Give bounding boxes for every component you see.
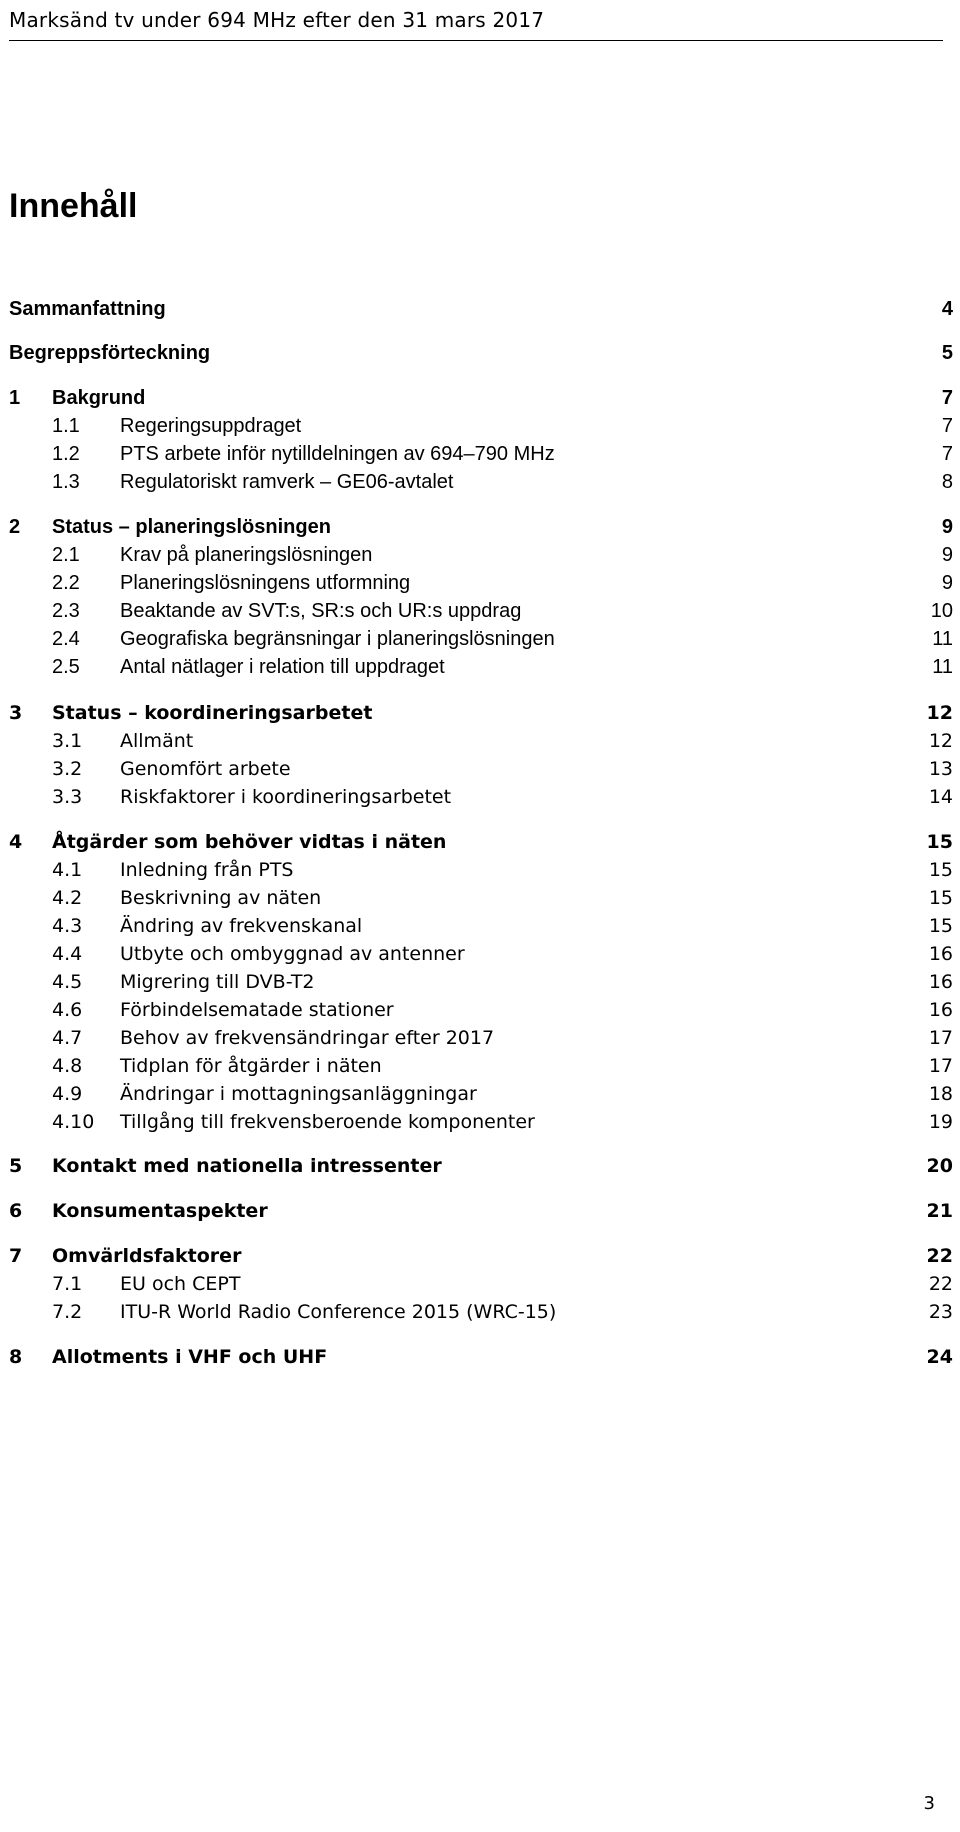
toc-entry-label: Status – koordineringsarbetet [52,702,373,724]
toc-chapter-5[interactable] [0,1153,960,1180]
toc-entry-page: 15 [926,831,953,853]
toc-section-4-6[interactable] [0,997,960,1024]
toc-section-4-7[interactable] [0,1025,960,1052]
toc-entry-label: Allmänt [120,730,194,752]
toc-entry-label: Omvärldsfaktorer [52,1245,242,1267]
toc-entry-label: Regeringsuppdraget [120,415,302,437]
toc-section-4-1[interactable] [0,857,960,884]
toc-entry-number: 4.5 [52,971,83,993]
toc-entry-page: 9 [941,516,953,538]
toc-section-4-3[interactable] [0,913,960,940]
toc-entry-label: Inledning från PTS [120,859,294,881]
toc-entry-number: 8 [9,1346,23,1368]
toc-section-1-1[interactable] [0,413,960,440]
toc-section-3-3[interactable] [0,784,960,811]
toc-entry-page: 11 [932,628,953,650]
toc-entry-label: Sammanfattning [9,298,166,320]
toc-entry-page: 7 [941,415,953,437]
toc-entry-number: 7 [9,1245,23,1267]
toc-section-2-2[interactable] [0,570,960,597]
toc-chapter-7[interactable] [0,1243,960,1270]
toc-entry-label: Utbyte och ombyggnad av antenner [120,943,465,965]
toc-entry-page: 17 [928,1055,953,1077]
toc-section-4-10[interactable] [0,1109,960,1136]
toc-section-1-2[interactable] [0,441,960,468]
toc-section-2-5[interactable] [0,654,960,681]
toc-entry-page: 20 [926,1155,953,1177]
toc-entry-number: 2.4 [52,628,80,650]
toc-entry-label: Tidplan för åtgärder i näten [120,1055,382,1077]
toc-entry-number: 1.2 [52,443,80,465]
toc-entry-label: Antal nätlager i relation till uppdraget [120,656,445,678]
toc-chapter-8[interactable] [0,1344,960,1371]
toc-entry-page: 16 [928,999,953,1021]
toc-section-3-2[interactable] [0,756,960,783]
toc-entry-label: Allotments i VHF och UHF [52,1346,328,1368]
toc-entry-number: 1.1 [52,415,80,437]
toc-entry-label: Status – planeringslösningen [52,516,331,538]
toc-chapter-4[interactable] [0,829,960,856]
toc-entry-number: 3.3 [52,786,83,808]
toc-entry-page: 12 [928,730,953,752]
toc-entry-number: 2.5 [52,656,80,678]
toc-entry-page: 4 [941,298,953,320]
toc-entry-label: Planeringslösningens utformning [120,572,411,594]
toc-entry-page: 9 [941,572,953,594]
toc-entry-label: Geografiska begränsningar i planeringslösningen [120,628,555,650]
toc-entry-page: 7 [941,387,953,409]
toc-entry-page: 24 [926,1346,953,1368]
toc-entry-number: 4.1 [52,859,83,881]
toc-entry-number: 1.3 [52,471,80,493]
toc-entry-label: ITU-R World Radio Conference 2015 (WRC-15) [120,1301,557,1323]
toc-entry-page: 15 [928,915,953,937]
toc-entry-number: 4.3 [52,915,83,937]
toc-entry-number: 3 [9,702,23,724]
toc-entry-page: 18 [928,1083,953,1105]
toc-section-7-2[interactable] [0,1299,960,1326]
toc-chapter-6[interactable] [0,1198,960,1225]
toc-entry-number: 4.9 [52,1083,83,1105]
toc-entry-label: Genomfört arbete [120,758,291,780]
toc-entry-page: 16 [928,971,953,993]
toc-section-2-3[interactable] [0,598,960,625]
toc-entry-number: 4.6 [52,999,83,1021]
header-title: Marksänd tv under 694 MHz efter den 31 mars 2017 [9,8,545,32]
toc-entry-page: 12 [926,702,953,724]
toc-entry-page: 22 [928,1273,953,1295]
toc-entry-label: Migrering till DVB-T2 [120,971,315,993]
toc-entry-label: Beskrivning av näten [120,887,322,909]
toc-entry-label: Konsumentaspekter [52,1200,268,1222]
toc-entry-number: 4.2 [52,887,83,909]
toc-entry-label: EU och CEPT [120,1273,241,1295]
toc-section-4-8[interactable] [0,1053,960,1080]
toc-section-4-4[interactable] [0,941,960,968]
toc-entry-label: Ändringar i mottagningsanläggningar [120,1083,477,1105]
toc-section-4-5[interactable] [0,969,960,996]
toc-entry-page: 13 [928,758,953,780]
toc-entry-page: 15 [928,887,953,909]
toc-entry-number: 4.4 [52,943,83,965]
toc-entry-label: Krav på planeringslösningen [120,544,373,566]
toc-entry-page: 16 [928,943,953,965]
toc-entry-label: Kontakt med nationella intressenter [52,1155,442,1177]
toc-entry-label: Åtgärder som behöver vidtas i näten [52,831,447,853]
toc-entry-number: 4.7 [52,1027,83,1049]
toc-section-4-9[interactable] [0,1081,960,1108]
toc-entry-page: 9 [941,544,953,566]
toc-entry-label: Förbindelsematade stationer [120,999,394,1021]
toc-entry-page: 5 [941,342,953,364]
toc-section-2-4[interactable] [0,626,960,653]
toc-chapter-2[interactable] [0,514,960,541]
toc-entry-page: 23 [928,1301,953,1323]
toc-entry-label: Riskfaktorer i koordineringsarbetet [120,786,452,808]
toc-entry-label: Tillgång till frekvensberoende komponenter [120,1111,535,1133]
toc-entry-number: 4.10 [52,1111,95,1133]
toc-entry-page: 15 [928,859,953,881]
toc-entry-number: 3.1 [52,730,83,752]
toc-entry-number: 6 [9,1200,23,1222]
toc-entry-number: 2.3 [52,600,80,622]
toc-entry-label: Bakgrund [52,387,146,409]
toc-entry-number: 7.2 [52,1301,83,1323]
toc-entry-label: Beaktande av SVT:s, SR:s och UR:s uppdrag [120,600,522,622]
toc-entry-number: 2 [9,516,21,538]
toc-entry-number: 3.2 [52,758,83,780]
toc-section-1-3[interactable] [0,469,960,496]
toc-entry-page: 11 [932,656,953,678]
toc-entry-page: 21 [926,1200,953,1222]
toc-entry-label: PTS arbete inför nytilldelningen av 694–790 MHz [120,443,555,465]
toc-entry-number: 7.1 [52,1273,83,1295]
toc-entry-number: 2.1 [52,544,80,566]
toc-entry-number: 4 [9,831,23,853]
toc-section-3-1[interactable] [0,728,960,755]
toc-entry-summary[interactable] [0,296,960,323]
toc-chapter-1[interactable] [0,385,960,412]
toc-entry-glossary[interactable] [0,340,960,367]
toc-entry-page: 8 [941,471,953,493]
toc-entry-number: 4.8 [52,1055,83,1077]
toc-entry-page: 19 [928,1111,953,1133]
toc-chapter-3[interactable] [0,700,960,727]
toc-entry-label: Regulatoriskt ramverk – GE06-avtalet [120,471,454,493]
toc-entry-label: Behov av frekvensändringar efter 2017 [120,1027,495,1049]
toc-section-7-1[interactable] [0,1271,960,1298]
toc-entry-number: 2.2 [52,572,80,594]
page-number: 3 [923,1793,935,1814]
toc-entry-page: 22 [926,1245,953,1267]
toc-section-2-1[interactable] [0,542,960,569]
toc-entry-number: 5 [9,1155,23,1177]
toc-section-4-2[interactable] [0,885,960,912]
toc-entry-page: 10 [930,600,953,622]
toc-entry-label: Begreppsförteckning [9,342,211,364]
toc-entry-page: 17 [928,1027,953,1049]
toc-entry-page: 14 [928,786,953,808]
toc-entry-number: 1 [9,387,21,409]
page-title: Innehåll [9,187,138,225]
toc-entry-page: 7 [941,443,953,465]
toc-entry-label: Ändring av frekvenskanal [120,915,363,937]
